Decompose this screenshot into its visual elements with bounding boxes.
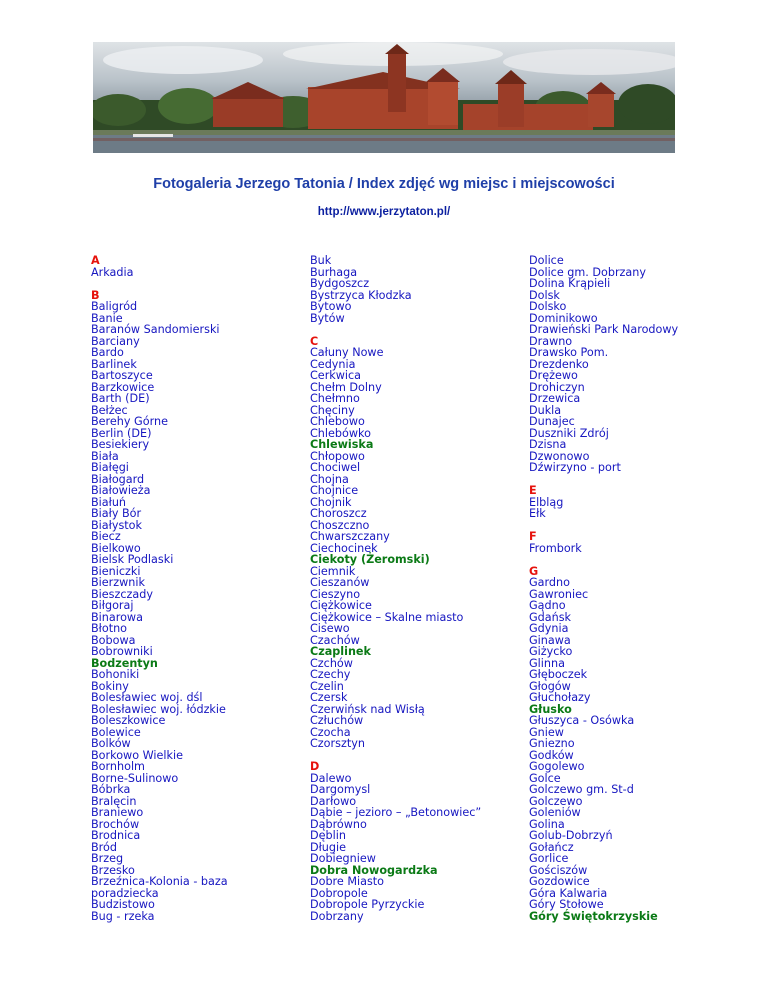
- place-link[interactable]: Bród: [91, 840, 117, 854]
- place-link[interactable]: Białystok: [91, 518, 142, 532]
- place-link[interactable]: Ciechocinek: [310, 541, 378, 555]
- place-link[interactable]: Bielsk Podlaski: [91, 553, 174, 566]
- place-link[interactable]: Gościszów: [529, 863, 588, 877]
- place-link[interactable]: Bolków: [91, 737, 131, 750]
- place-link[interactable]: Budzistowo: [91, 898, 155, 911]
- place-link[interactable]: Dominikowo: [529, 311, 598, 325]
- place-link[interactable]: Bohoniki: [91, 668, 140, 681]
- place-link[interactable]: Dalewo: [310, 771, 352, 785]
- place-link-highlighted[interactable]: Ciekoty (Żeromski): [310, 553, 430, 566]
- place-link[interactable]: Białęgi: [91, 461, 129, 474]
- place-link[interactable]: Bełżec: [91, 403, 128, 417]
- place-link[interactable]: Brochów: [91, 817, 140, 831]
- place-link[interactable]: Bieniczki: [91, 564, 141, 578]
- place-link[interactable]: Czelin: [310, 679, 344, 693]
- place-link[interactable]: Darłowo: [310, 794, 357, 808]
- place-link[interactable]: Baranów Sandomierski: [91, 323, 220, 336]
- place-link[interactable]: Chwarszczany: [310, 530, 390, 543]
- place-link[interactable]: Burhaga: [310, 265, 358, 279]
- place-link[interactable]: Golce: [529, 771, 561, 785]
- place-link[interactable]: Białowieża: [91, 484, 151, 497]
- place-link[interactable]: Arkadia: [91, 265, 134, 279]
- place-link[interactable]: Dęblin: [310, 829, 346, 842]
- place-link[interactable]: Czechy: [310, 668, 351, 681]
- place-link[interactable]: Czorsztyn: [310, 737, 365, 750]
- place-link[interactable]: Chojnice: [310, 484, 359, 497]
- place-link[interactable]: Borkowo Wielkie: [91, 748, 183, 762]
- place-link[interactable]: Drężewo: [529, 369, 578, 382]
- place-link[interactable]: Chojna: [310, 472, 349, 486]
- place-link[interactable]: Gdańsk: [529, 610, 572, 624]
- place-link[interactable]: Dźwirzyno - port: [529, 461, 621, 474]
- place-link[interactable]: Cedynia: [310, 357, 356, 371]
- site-url-link[interactable]: http://www.jerzytaton.pl/: [317, 206, 451, 218]
- place-link[interactable]: Białogard: [91, 472, 145, 486]
- place-link[interactable]: Góra Kalwaria: [529, 886, 608, 900]
- place-link[interactable]: Gołańcz: [529, 840, 574, 854]
- place-link[interactable]: Dolina Krąpieli: [529, 277, 611, 290]
- place-link[interactable]: Giżycko: [529, 645, 573, 658]
- place-link-highlighted[interactable]: Czaplinek: [310, 645, 371, 658]
- place-link[interactable]: Chojnik: [310, 495, 352, 509]
- place-link[interactable]: Choszczno: [310, 518, 370, 532]
- place-link[interactable]: Chełmno: [310, 392, 360, 405]
- place-link[interactable]: Drawsko Pom.: [529, 346, 609, 359]
- place-link[interactable]: Biecz: [91, 530, 121, 543]
- place-link[interactable]: Buk: [310, 254, 332, 267]
- place-link[interactable]: Dolsk: [529, 288, 560, 302]
- place-link[interactable]: Gorlice: [529, 852, 569, 865]
- place-link[interactable]: Drzewica: [529, 392, 581, 405]
- place-link[interactable]: Chełm Dolny: [310, 380, 382, 394]
- place-link[interactable]: Góry Stołowe: [529, 898, 604, 911]
- place-link[interactable]: Bolesławiec woj. dśl: [91, 691, 203, 704]
- place-link[interactable]: Bug - rzeka: [91, 909, 155, 923]
- place-link[interactable]: Besiekiery: [91, 438, 150, 451]
- index-letter-heading: G: [529, 564, 539, 578]
- place-link[interactable]: Drezdenko: [529, 357, 589, 371]
- place-link[interactable]: Golina: [529, 817, 565, 831]
- place-link[interactable]: Bobowa: [91, 633, 136, 647]
- place-link[interactable]: Borne-Sulinowo: [91, 771, 179, 785]
- place-link-highlighted[interactable]: Chlewiska: [310, 438, 374, 451]
- place-link[interactable]: Bokiny: [91, 679, 129, 693]
- index-letter-heading: D: [310, 760, 320, 773]
- place-link[interactable]: Bystrzyca Kłodzka: [310, 288, 412, 302]
- place-link[interactable]: Cieszanów: [310, 576, 370, 589]
- place-link[interactable]: Ciemnik: [310, 564, 356, 578]
- page-title: Fotogaleria Jerzego Tatonia / Index zdjęć wg miejsc i miejscowości: [153, 176, 615, 192]
- place-link[interactable]: Czersk: [310, 691, 348, 704]
- place-link[interactable]: Dolice: [529, 254, 564, 267]
- place-link[interactable]: Bydgoszcz: [310, 277, 370, 290]
- place-link[interactable]: Głuchołazy: [529, 691, 591, 704]
- index-column-1: [91, 255, 228, 922]
- place-link[interactable]: Bieszczady: [91, 587, 153, 601]
- place-link[interactable]: Białuń: [91, 495, 126, 509]
- index-letter-heading: E: [529, 484, 537, 497]
- place-link[interactable]: Dobropole: [310, 886, 368, 900]
- place-link[interactable]: Głogów: [529, 679, 571, 693]
- place-link[interactable]: Berlin (DE): [91, 426, 152, 440]
- place-link[interactable]: Drawno: [529, 334, 573, 348]
- place-link-highlighted[interactable]: Bodzentyn: [91, 656, 158, 670]
- place-link[interactable]: Dobiegniew: [310, 852, 376, 865]
- place-link[interactable]: Dolsko: [529, 300, 567, 313]
- place-link[interactable]: Gniew: [529, 725, 564, 739]
- place-link[interactable]: poradziecka: [91, 886, 159, 900]
- place-link[interactable]: Dąbie – jezioro – „Betonowiec”: [310, 806, 482, 819]
- place-link[interactable]: Binarowa: [91, 610, 143, 624]
- place-link[interactable]: Dąbrówno: [310, 817, 367, 831]
- castle-panorama-image: [93, 42, 675, 153]
- index-letter-heading: C: [310, 334, 319, 348]
- place-link[interactable]: Człuchów: [310, 714, 364, 727]
- place-link[interactable]: Dunajec: [529, 415, 575, 428]
- place-link[interactable]: Dolice gm. Dobrzany: [529, 265, 646, 279]
- place-link[interactable]: Bytowo: [310, 300, 352, 313]
- place-link[interactable]: Cerkwica: [310, 369, 362, 382]
- place-link[interactable]: Glinna: [529, 656, 565, 670]
- place-link[interactable]: Gdynia: [529, 622, 569, 635]
- index-column-2: [310, 255, 481, 922]
- place-link[interactable]: Głęboczek: [529, 668, 588, 681]
- place-link[interactable]: Barth (DE): [91, 392, 150, 405]
- place-link[interactable]: Golczewo: [529, 794, 583, 808]
- place-link[interactable]: Chęciny: [310, 403, 355, 417]
- place-link-highlighted[interactable]: Góry Świętokrzyskie: [529, 909, 658, 923]
- place-link[interactable]: Brzesko: [91, 863, 135, 877]
- place-link[interactable]: Elbląg: [529, 495, 564, 509]
- place-link[interactable]: Duszniki Zdrój: [529, 426, 609, 440]
- place-link[interactable]: Godków: [529, 748, 574, 762]
- place-link[interactable]: Brzeg: [91, 852, 124, 865]
- place-link[interactable]: Całuny Nowe: [310, 346, 384, 359]
- place-link[interactable]: Gniezno: [529, 737, 575, 750]
- place-link[interactable]: Dukla: [529, 403, 562, 417]
- place-link[interactable]: Baligród: [91, 300, 138, 313]
- place-link[interactable]: Dobrzany: [310, 909, 364, 923]
- place-link[interactable]: Bardo: [91, 346, 124, 359]
- place-link[interactable]: Chociwel: [310, 461, 361, 474]
- place-link[interactable]: Gądno: [529, 599, 566, 612]
- place-link[interactable]: Bóbrka: [91, 783, 131, 796]
- place-link[interactable]: Czocha: [310, 725, 351, 739]
- place-link-highlighted[interactable]: Głusko: [529, 702, 572, 716]
- place-link[interactable]: Bolewice: [91, 725, 141, 739]
- place-link[interactable]: Chlebówko: [310, 426, 371, 440]
- place-link[interactable]: Długie: [310, 840, 346, 854]
- place-link[interactable]: Gogolewo: [529, 760, 585, 773]
- place-link[interactable]: Braniewo: [91, 806, 144, 819]
- place-link[interactable]: Ełk: [529, 507, 546, 520]
- place-link[interactable]: Biłgoraj: [91, 599, 134, 612]
- place-link[interactable]: Choroszcz: [310, 507, 367, 520]
- place-link[interactable]: Frombork: [529, 541, 582, 555]
- place-link[interactable]: Bolesławiec woj. łódzkie: [91, 702, 226, 716]
- place-link[interactable]: Czerwińsk nad Wisłą: [310, 702, 425, 716]
- place-link[interactable]: Cisewo: [310, 622, 350, 635]
- place-link[interactable]: Berehy Górne: [91, 415, 168, 428]
- place-link[interactable]: Brodnica: [91, 829, 141, 842]
- place-link[interactable]: Bartoszyce: [91, 369, 153, 382]
- place-link[interactable]: Dobropole Pyrzyckie: [310, 898, 425, 911]
- place-link[interactable]: Ginawa: [529, 633, 571, 647]
- place-link[interactable]: Bornholm: [91, 760, 145, 773]
- place-link[interactable]: Golub-Dobrzyń: [529, 829, 613, 842]
- place-link[interactable]: Czachów: [310, 633, 360, 647]
- place-link[interactable]: Barciany: [91, 334, 140, 348]
- place-link[interactable]: Bytów: [310, 311, 345, 325]
- header-banner-photo: [93, 42, 675, 153]
- place-link[interactable]: Błotno: [91, 622, 128, 635]
- place-link[interactable]: Czchów: [310, 656, 353, 670]
- place-link[interactable]: Barzkowice: [91, 380, 155, 394]
- index-column-3: [529, 255, 678, 922]
- place-link[interactable]: Boleszkowice: [91, 714, 166, 727]
- place-link[interactable]: Drawieński Park Narodowy: [529, 323, 679, 336]
- place-link[interactable]: Gawroniec: [529, 587, 589, 601]
- place-link[interactable]: Bielkowo: [91, 541, 141, 555]
- place-link[interactable]: Biały Bór: [91, 507, 142, 520]
- place-link[interactable]: Chłopowo: [310, 449, 365, 463]
- place-link[interactable]: Brzeźnica-Kolonia - baza: [91, 875, 228, 888]
- place-link[interactable]: Dobre Miasto: [310, 875, 385, 888]
- place-link[interactable]: Bierzwnik: [91, 576, 145, 589]
- place-link[interactable]: Dzisna: [529, 438, 567, 451]
- index-letter-heading: B: [91, 288, 100, 302]
- place-link[interactable]: Ciężkowice: [310, 599, 372, 612]
- place-link-highlighted[interactable]: Dobra Nowogardzka: [310, 863, 438, 877]
- place-link[interactable]: Bralęcin: [91, 794, 137, 808]
- place-link[interactable]: Banie: [91, 311, 123, 325]
- place-link[interactable]: Głuszyca - Osówka: [529, 714, 635, 727]
- place-link[interactable]: Drohiczyn: [529, 380, 585, 394]
- place-link[interactable]: Golczewo gm. St-d: [529, 783, 634, 796]
- place-link[interactable]: Gardno: [529, 576, 570, 589]
- place-link[interactable]: Barlinek: [91, 357, 137, 371]
- index-letter-heading: F: [529, 530, 537, 543]
- place-link[interactable]: Goleniów: [529, 806, 581, 819]
- index-letter-heading: A: [91, 254, 100, 267]
- place-link[interactable]: Dargomysl: [310, 783, 371, 796]
- place-link[interactable]: Dzwonowo: [529, 449, 590, 463]
- place-link[interactable]: Chlebowo: [310, 415, 365, 428]
- place-link[interactable]: Biała: [91, 449, 119, 463]
- place-link[interactable]: Bobrowniki: [91, 645, 153, 658]
- place-link[interactable]: Ciężkowice – Skalne miasto: [310, 610, 464, 624]
- place-link[interactable]: Gozdowice: [529, 875, 590, 888]
- place-link[interactable]: Cieszyno: [310, 587, 361, 601]
